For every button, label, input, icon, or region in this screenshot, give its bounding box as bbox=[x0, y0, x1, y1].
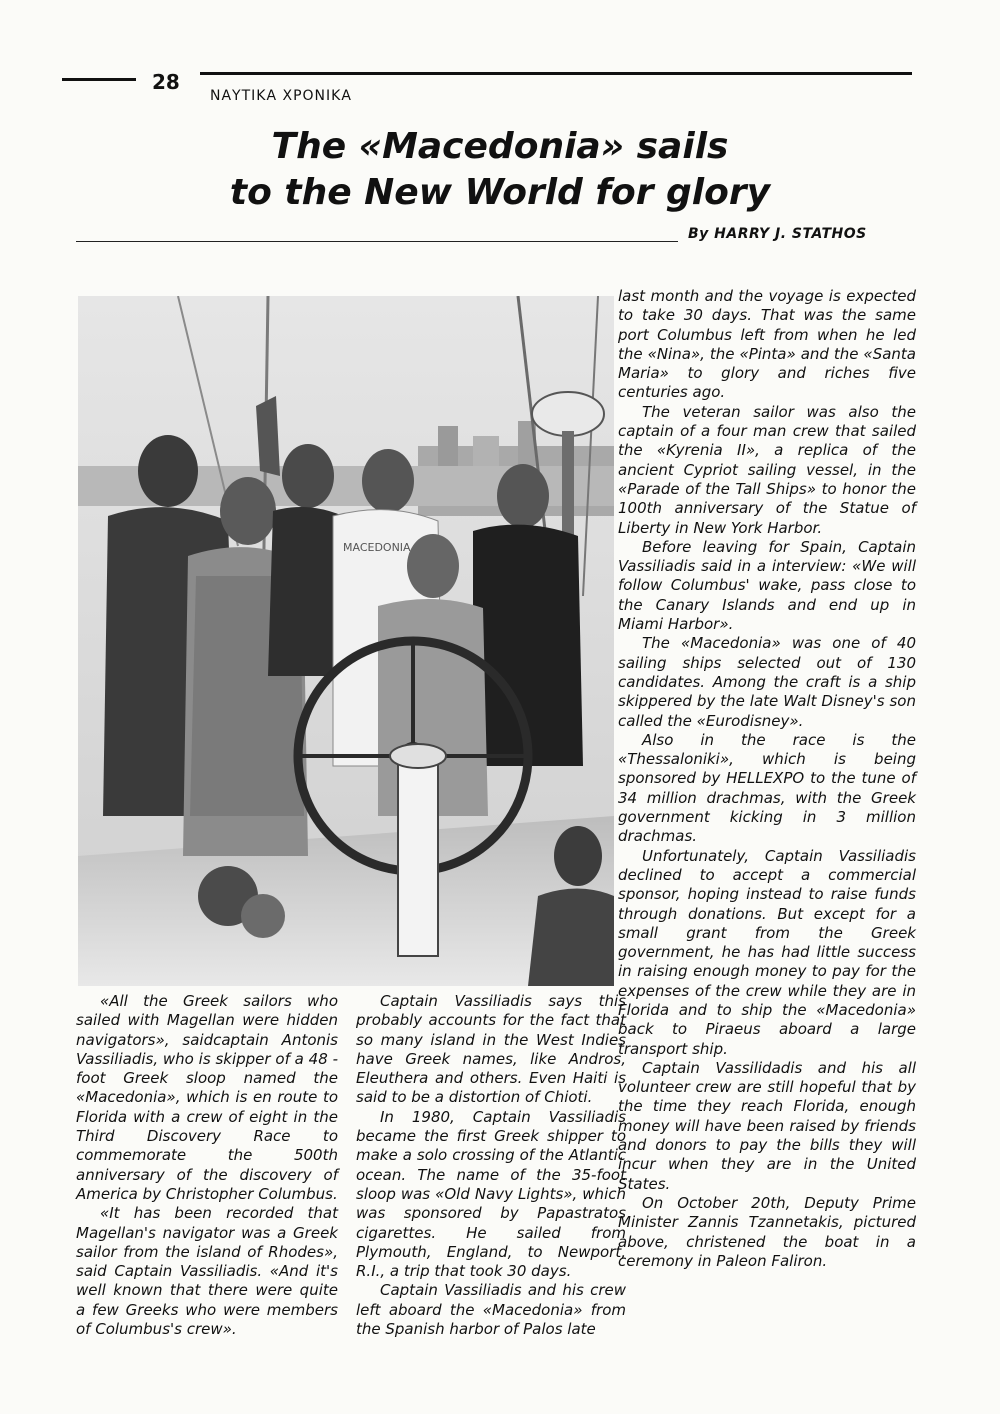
paragraph: On October 20th, Deputy Prime Minister Zannis Tzannetakis, pictured above, christened the boat in a ceremony in Paleon Faliron. bbox=[618, 1193, 916, 1270]
header-rule-left bbox=[62, 78, 136, 81]
paragraph: Also in the race is the «Thessaloniki», which is being sponsored by HELLEXPO to the tune of 34 million drachmas, with the Greek government kicking in 3 million drachmas. bbox=[618, 730, 916, 846]
article-column-middle bbox=[356, 992, 626, 1339]
headline-line-1: The «Macedonia» sails bbox=[271, 126, 729, 167]
paragraph: Before leaving for Spain, Captain Vassiliadis said in a interview: «We will follow Columbus' wake, pass close to the Canary Islands and end up in Miami Harbor». bbox=[618, 537, 916, 634]
paragraph: Captain Vassiliadis says this probably accounts for the fact that so many island in the West Indies have Greek names, like Andros, Eleuthera and others. Even Haiti is said to be a distortion of Chioti. bbox=[356, 992, 626, 1107]
headline-line-2: to the New World for glory bbox=[229, 172, 771, 213]
article-headline bbox=[140, 124, 860, 216]
paragraph: In 1980, Captain Vassiliadis became the first Greek shipper to make a solo crossing of the Atlantic ocean. The name of the 35-foot sloop was «Old Navy Lights», which was sponsored by Papastratos cigarettes. He sailed from Plymouth, England, to Newport, R.I., a trip that took 30 days. bbox=[356, 1107, 626, 1281]
paragraph: «It has been recorded that Magellan's navigator was a Greek sailor from the island of Rhodes», said Captain Vassiliadis. «And it's well known that there were quite a few Greeks who were members of Columbus's crew». bbox=[76, 1204, 338, 1339]
paragraph: The «Macedonia» was one of 40 sailing ships selected out of 130 candidates. Among the craft is a ship skippered by the late Walt Disney's son called the «Eurodisney». bbox=[618, 634, 916, 730]
byline: By HARRY J. STATHOS bbox=[688, 226, 867, 242]
header-rule-right bbox=[200, 72, 912, 75]
page-number: 28 bbox=[152, 70, 180, 94]
byline-rule bbox=[76, 241, 678, 242]
paragraph: The veteran sailor was also the captain of a four man crew that sailed the «Kyrenia II», a replica of the ancient Cypriot sailing vessel, in the «Parade of the Tall Ships» to honor the 100th anniversary of the Statue of Liberty in New York Harbor. bbox=[618, 402, 916, 537]
article-column-left bbox=[76, 992, 338, 1339]
paragraph: «All the Greek sailors who sailed with Magellan were hidden navigators», saidcaptain Antonis Vassiliadis, who is skipper of a 48 - foot Greek sloop named the «Macedonia», which is en route to Florida with a crew of eight in the Third Discovery Race to commemorate the 500th anniversary of the discovery of America by Christopher Columbus. bbox=[76, 992, 338, 1203]
paragraph: Unfortunately, Captain Vassiliadis declined to accept a commercial sponsor, hoping instead to raise funds through donations. But except for a small grant from the Greek government, he has had little success in raising enough money to pay for the expenses of the crew while they are in Florida and to ship the «Macedonia» back to Piraeus aboard a large transport ship. bbox=[618, 846, 916, 1058]
magazine-name: ΝΑΥΤΙΚΑ ΧΡΟΝΙΚΑ bbox=[210, 88, 352, 104]
article-photo bbox=[78, 296, 614, 986]
paragraph: Captain Vassilidadis and his all volunteer crew are still hopeful that by the time they reach Florida, enough money will have been raised by friends and donors to pay the bills they will incur when they are in the United States. bbox=[618, 1058, 916, 1193]
article-column-right bbox=[618, 287, 916, 1271]
paragraph: Captain Vassiliadis and his crew left aboard the «Macedonia» from the Spanish harbor of Palos late bbox=[356, 1281, 626, 1339]
paragraph: last month and the voyage is expected to take 30 days. That was the same port Columbus left from when he led the «Nina», the «Pinta» and the «Santa Maria» to glory and riches five centuries ago. bbox=[618, 287, 916, 402]
shirt-text: MACEDONIA bbox=[343, 541, 411, 554]
